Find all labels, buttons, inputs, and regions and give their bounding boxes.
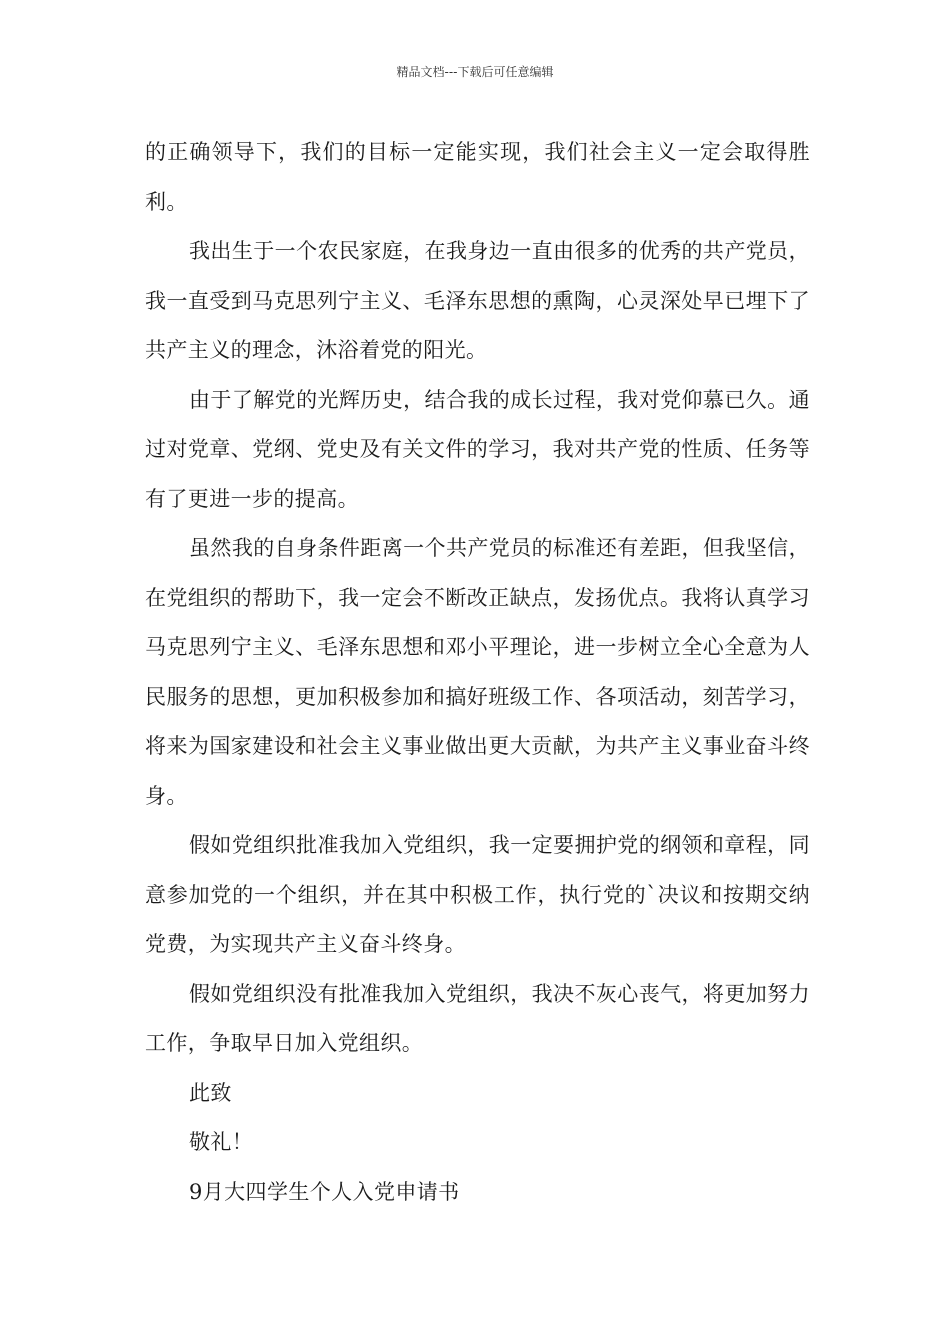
closing-salutation: 此致	[189, 1080, 232, 1105]
next-document-title: 9月大四学生个人入党申请书	[189, 1179, 460, 1204]
paragraph-commitment: 虽然我的自身条件距离一个共产党员的标准还有差距，但我坚信，在党组织的帮助下，我一定会不断改正缺点，发扬优点。我将认真学习马克思列宁主义、毛泽东思想和邓小平理论，进一步树立全心全意为人民服务的思想，更加积极参加和搞好班级工作、各项活动，刻苦学习，将来为国家建设和社会主义事业做出更大贡献，为共产主义事业奋斗终身。	[145, 536, 810, 808]
paragraph-family-background: 我出生于一个农民家庭，在我身边一直由很多的优秀的共产党员，我一直受到马克思列宁主义、毛泽东思想的熏陶，心灵深处早已埋下了共产主义的理念，沐浴着党的阳光。	[145, 239, 810, 362]
document-body	[145, 128, 810, 1217]
page-header: 精品文档---下载后可任意编辑	[396, 65, 554, 79]
paragraph-if-approved: 假如党组织批准我加入党组织，我一定要拥护党的纲领和章程，同意参加党的一个组织，并在其中积极工作，执行党的`决议和按期交纳党费，为实现共产主义奋斗终身。	[145, 833, 810, 956]
closing-regards: 敬礼！	[189, 1130, 254, 1154]
paragraph-if-not-approved: 假如党组织没有批准我加入党组织，我决不灰心丧气，将更加努力工作，争取早日加入党组织。	[145, 981, 810, 1055]
paragraph-continuation: 的正确领导下，我们的目标一定能实现，我们社会主义一定会取得胜利。	[145, 140, 810, 214]
paragraph-party-history: 由于了解党的光辉历史，结合我的成长过程，我对党仰慕已久。通过对党章、党纲、党史及有关文件的学习，我对共产党的性质、任务等有了更进一步的提高。	[145, 387, 810, 511]
